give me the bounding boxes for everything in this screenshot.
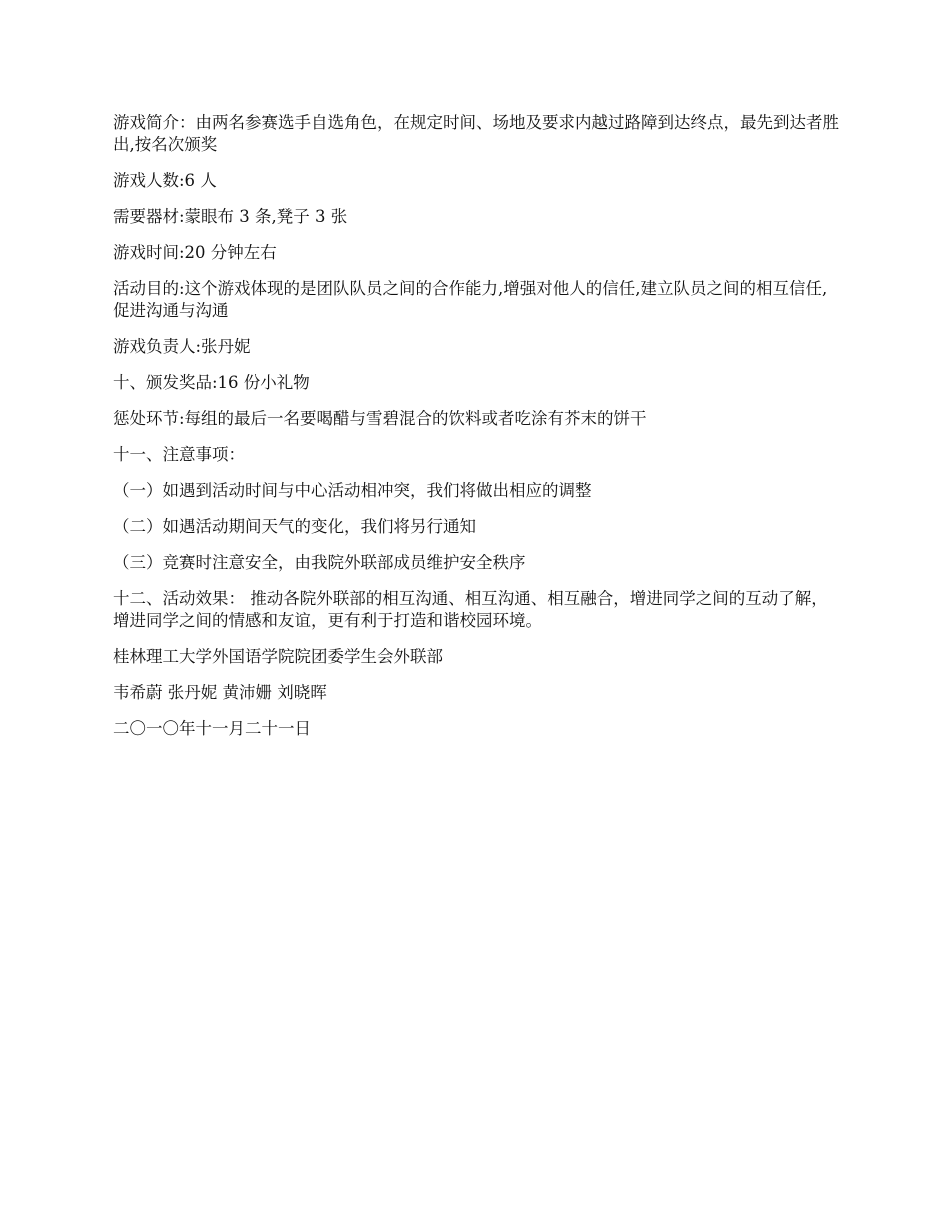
activity-purpose: 活动目的:这个游戏体现的是团队队员之间的合作能力,增强对他人的信任,建立队员之间的相互信任,促进沟通与沟通 bbox=[113, 279, 828, 320]
note-item-2: （二）如遇活动期间天气的变化，我们将另行通知 bbox=[113, 517, 476, 536]
document-date: 二〇一〇年十一月二十一日 bbox=[113, 719, 311, 738]
game-organizer: 游戏负责人:张丹妮 bbox=[113, 337, 251, 356]
game-duration: 游戏时间:20 分钟左右 bbox=[113, 243, 277, 262]
game-players: 游戏人数:6 人 bbox=[113, 171, 217, 190]
organization-name: 桂林理工大学外国语学院院团委学生会外联部 bbox=[113, 647, 443, 666]
section-11-heading: 十一、注意事项： bbox=[113, 445, 245, 464]
game-intro: 游戏简介：由两名参赛选手自选角色，在规定时间、场地及要求内越过路障到达终点，最先到达者胜出,按名次颁奖 bbox=[113, 113, 839, 154]
note-item-3: （三）竞赛时注意安全，由我院外联部成员维护安全秩序 bbox=[113, 553, 526, 572]
section-12-effects: 十二、活动效果： 推动各院外联部的相互沟通、相互沟通、相互融合，增进同学之间的互动了解，增进同学之间的情感和友谊，更有利于打造和谐校园环境。 bbox=[113, 589, 828, 630]
section-10-prizes: 十、颁发奖品:16 份小礼物 bbox=[113, 373, 310, 392]
document-page bbox=[113, 112, 843, 754]
author-names: 韦希蔚 张丹妮 黄沛姗 刘晓晖 bbox=[113, 683, 327, 702]
penalty-section: 惩处环节:每组的最后一名要喝醋与雪碧混合的饮料或者吃涂有芥末的饼干 bbox=[113, 409, 647, 428]
note-item-1: （一）如遇到活动时间与中心活动相冲突，我们将做出相应的调整 bbox=[113, 481, 592, 500]
game-equipment: 需要器材:蒙眼布 3 条,凳子 3 张 bbox=[113, 207, 348, 226]
